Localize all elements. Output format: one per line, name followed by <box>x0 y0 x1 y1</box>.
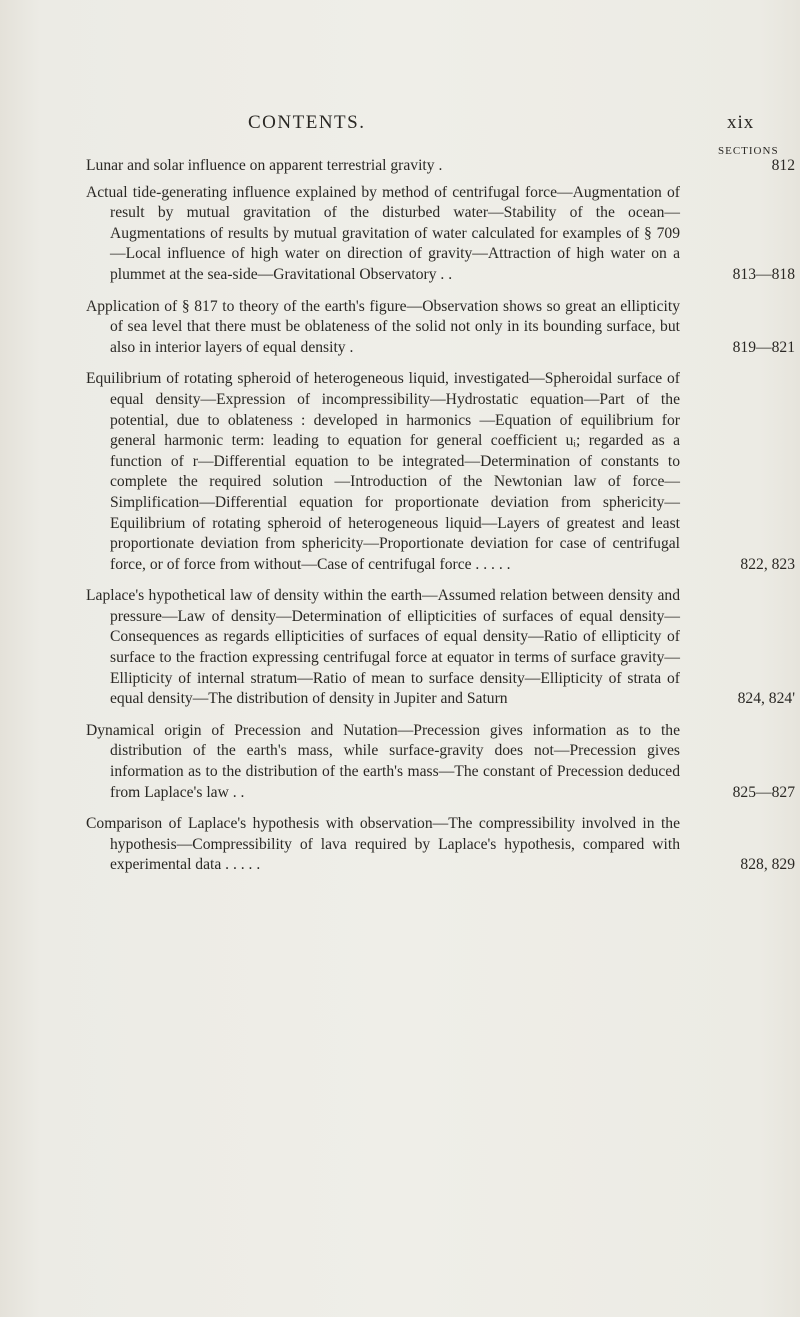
entry-text: Dynamical origin of Precession and Nutation—Precession gives information as to the distribution of the earth's mass, while surface-gravity does not—Precession gives information as to the distribution of the earth's mass—The constant of Precession deduced from Laplace's law . . <box>86 721 680 801</box>
section-reference: 828, 829 <box>740 856 795 874</box>
contents-entry <box>86 183 795 286</box>
contents-list <box>0 156 800 887</box>
contents-entry <box>86 297 795 359</box>
contents-entry <box>86 586 795 710</box>
entry-text: Actual tide-generating influence explained by method of centrifugal force—Augmentation of result by mutual gravitation of the disturbed water—Stability of the ocean—Augmentations of results by mutual gravitation of water calculated for examples of § 709—Local influence of high water on direction of gravity—Attraction of high water on a plummet at the sea-side—Gravitational Observatory . . <box>86 183 680 283</box>
entry-text: Comparison of Laplace's hypothesis with observation—The compressibility involved in the hypothesis—Compressibility of lava required by Laplace's hypothesis, compared with experimental data . . . . . <box>86 815 680 874</box>
running-title: CONTENTS. <box>248 112 366 133</box>
section-reference: 812 <box>771 157 795 174</box>
contents-entry <box>86 721 795 803</box>
running-header <box>0 112 800 142</box>
page-number: xix <box>727 112 755 133</box>
section-reference: 822, 823 <box>740 555 795 573</box>
entry-text: Application of § 817 to theory of the earth's figure—Observation shows so great an ellipticity of sea level that there must be oblateness of the solid not only in its bounding surface, but also in interior layers of equal density . <box>86 297 680 356</box>
entry-text: Equilibrium of rotating spheroid of heterogeneous liquid, investigated—Spheroidal surface of equal density—Expression of incompressibility—Hydrostatic equation—Part of the potential, due to oblateness : developed in harmonics —Equation of equilibrium for general harmonic term: leading to equation for general coefficient uᵢ; regarded as a function of r—Differential equation to be integrated—Determination of constants to complete the required solution —Introduction of the Newtonian law of force—Simplification—Differential equation for proportionate deviation from sphericity—Equilibrium of rotating spheroid of heterogeneous liquid—Layers of greatest and least proportionate deviation from sphericity—Proportionate deviation for case of centrifugal force, or of force from without—Case of centrifugal force . . . . . <box>86 370 680 573</box>
section-reference: 813—818 <box>732 265 795 283</box>
contents-entry <box>86 814 795 876</box>
section-reference: 819—821 <box>732 338 795 356</box>
section-reference: 825—827 <box>732 783 795 801</box>
contents-entry <box>86 156 795 177</box>
section-reference: 824, 824' <box>737 690 795 708</box>
sections-column-label: SECTIONS <box>718 145 779 157</box>
entry-text: Laplace's hypothetical law of density within the earth—Assumed relation between density and pressure—Law of density—Determination of ellipticities of surfaces of equal density—Consequences as regards ellipticities of surfaces of equal density—Ratio of ellipticity of surface to the fraction expressing centrifugal force at equator in terms of surface gravity—Ellipticity of internal stratum—Ratio of mean to surface density—Ellipticity of strata of equal density—The distribution of density in Jupiter and Saturn <box>86 587 680 708</box>
entry-text: Lunar and solar influence on apparent terrestrial gravity . <box>86 157 443 174</box>
contents-entry <box>86 369 795 575</box>
